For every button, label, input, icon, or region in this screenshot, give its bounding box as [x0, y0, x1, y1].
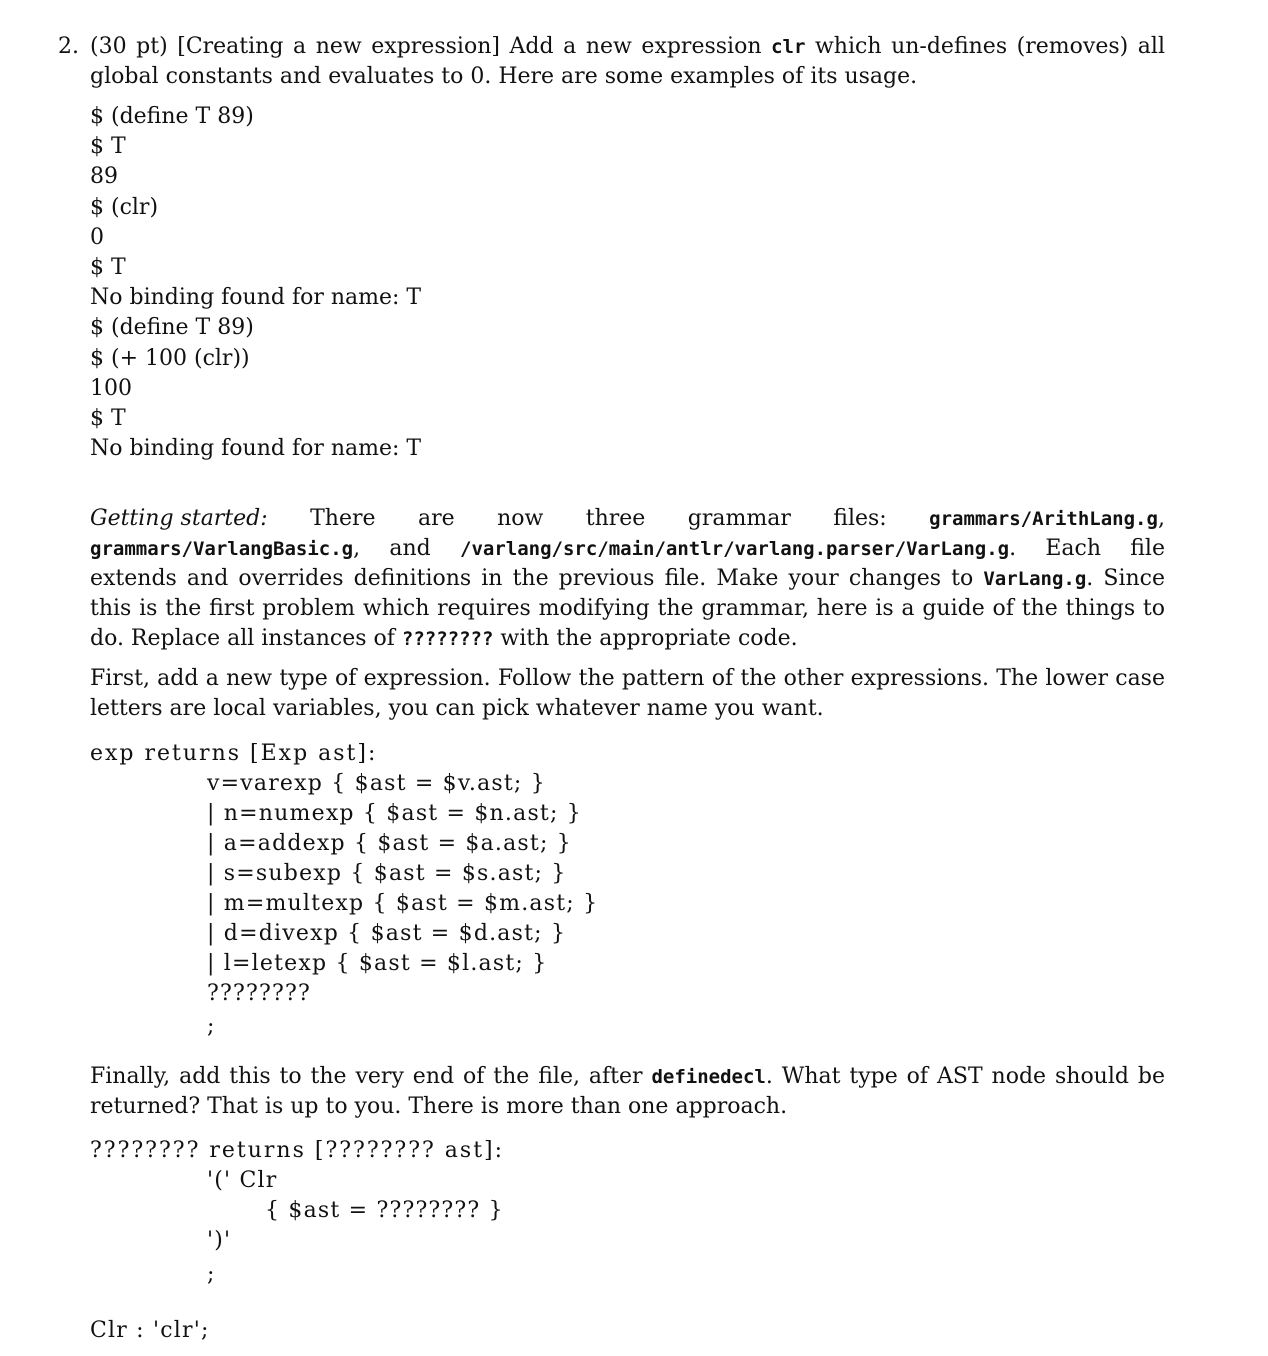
final-paragraph [90, 1062, 1165, 1122]
clr-grammar-header: ???????? returns [???????? ast]: [90, 1138, 505, 1163]
clr-grammar-line: '(' Clr [207, 1168, 278, 1193]
definedecl-code: definedecl [651, 1066, 766, 1088]
gs-text-b: . Since this is the first problem which requires modifying the grammar, here is a guide of the things to do. Replace all instances of [90, 566, 1165, 651]
clr-grammar-terminator: ; [207, 1262, 216, 1287]
exp-grammar-header: exp returns [Exp ast]: [90, 741, 378, 766]
file-varlangbasic: grammars/VarlangBasic.g [90, 538, 354, 560]
grammar-line: | a=addexp { $ast = $a.ast; } [207, 831, 572, 856]
grammar-line: | l=letexp { $ast = $l.ast; } [207, 951, 548, 976]
gs-word: There [310, 506, 376, 531]
repl-line: $ T [90, 255, 126, 281]
repl-line: $ (+ 100 (clr)) [90, 345, 250, 371]
repl-line: 0 [90, 224, 104, 250]
grammar-line: | n=numexp { $ast = $n.ast; } [207, 801, 582, 826]
first-paragraph: First, add a new type of expression. Follow the pattern of the other expressions. The lower case letters are local variables, you can pick whatever name you want. [90, 666, 1165, 721]
repl-line: $ T [90, 406, 126, 432]
repl-line: No binding found for name: T [90, 285, 422, 311]
gs-word: are [417, 506, 455, 531]
problem-number: 2. [58, 34, 79, 59]
final-text-a: Finally, add this to the very end of the file, after [90, 1064, 652, 1089]
gs-word: files: [833, 506, 887, 531]
grammar-line: | m=multexp { $ast = $m.ast; } [207, 891, 599, 916]
repl-line: $ T [90, 134, 126, 160]
file-varlang: VarLang.g [983, 568, 1087, 590]
repl-line: 89 [90, 164, 118, 190]
gs-text-a: . Each file extends and overrides definitions in the previous file. Make your changes to [90, 536, 1165, 591]
gs-word: grammar [687, 506, 791, 531]
repl-examples [90, 102, 421, 464]
file-varlang-path: /varlang/src/main/antlr/varlang.parser/VarLang.g [460, 538, 1010, 560]
gs-text-c: with the appropriate code. [493, 626, 798, 651]
clr-token-rule: Clr : 'clr'; [90, 1318, 210, 1343]
getting-started-rest [90, 534, 1165, 654]
grammar-placeholder: ???????? [207, 981, 311, 1006]
grammar-line: | d=divexp { $ast = $d.ast; } [207, 921, 567, 946]
repl-line: 100 [90, 375, 132, 401]
grammar-line: v=varexp { $ast = $v.ast; } [207, 771, 546, 796]
clr-grammar-line: ')' [207, 1228, 232, 1253]
placeholder-code: ???????? [401, 628, 494, 650]
problem-intro [90, 32, 1165, 92]
final-text-b: . What type of AST node should be returned? That is up to you. There is more than one approach. [90, 1064, 1165, 1119]
intro-text-1: (30 pt) [Creating a new expression] Add a new expression [90, 34, 772, 59]
repl-line: $ (define T 89) [90, 104, 254, 129]
and-text: , and [353, 536, 460, 561]
grammar-terminator: ; [207, 1014, 216, 1039]
intro-code: clr [771, 36, 806, 58]
file-arithlang: grammars/ArithLang.g [929, 508, 1158, 530]
grammar-line: | s=subexp { $ast = $s.ast; } [207, 861, 567, 886]
gs-word: three [585, 506, 646, 531]
getting-started-paragraph [90, 504, 1165, 654]
getting-started-first-line: Getting started: There are now three grammar files: grammars/ArithLang.g, [90, 504, 1165, 534]
getting-started-heading: Getting started: [90, 506, 268, 531]
clr-grammar-action: { $ast = ???????? } [265, 1198, 504, 1223]
intro-text-2: which un-defines (removes) all global constants and evaluates to 0. Here are some examples of its usage. [90, 34, 1165, 89]
repl-line: No binding found for name: T [90, 436, 422, 462]
repl-line: $ (clr) [90, 194, 159, 220]
repl-line: $ (define T 89) [90, 315, 254, 341]
gs-word: now [497, 506, 544, 531]
